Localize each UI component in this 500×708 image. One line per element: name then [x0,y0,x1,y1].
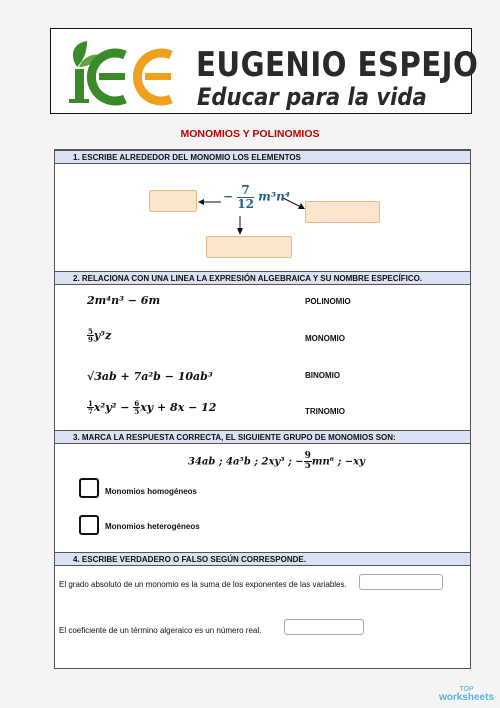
school-header [50,28,479,114]
expr-4-rest: xy + 8x − 12 [140,400,217,414]
group-frac-num: 9 [304,451,311,461]
expression-3[interactable]: √3ab + 7a²b − 10ab³ [87,370,213,383]
school-name: EUGENIO ESPEJO [196,45,479,85]
worksheet-title: MONOMIOS Y POLINOMIOS [180,128,320,140]
name-binomio[interactable]: BINOMIO [305,371,341,380]
monomial-group [188,452,365,472]
name-polinomio[interactable]: POLINOMIO [305,297,351,306]
school-tagline: Educar para la vida [197,83,427,111]
name-monomio[interactable]: MONOMIO [305,334,345,343]
group-part-1: 34ab ; 4a⁵b ; 2xy³ ; − [188,456,304,468]
expr-2-num: 5 [88,327,93,336]
monomial-coef-num: 7 [237,184,254,198]
group-frac-den: 5 [304,461,311,472]
expression-2[interactable] [87,328,111,344]
topworksheets-logo [439,686,494,702]
expression-1[interactable]: 2m⁴n³ − 6m [87,294,161,307]
option-homogeneous-label: Monomios homogéneos [105,487,197,496]
statement-2: El coeficiente de un término algeraico es un número real. [59,626,262,635]
monomial-coef-den: 12 [237,196,254,211]
iee-logo-icon [63,37,181,107]
footer-top: TOP [459,686,474,693]
monomial-coefficient [237,184,254,210]
expr-4-den2: 5 [134,407,140,417]
monomial-arrows [55,150,470,280]
statement-1-answer[interactable] [359,574,443,590]
monomial-expression [223,184,290,210]
monomial-variables: m³n⁴ [258,189,291,204]
statement-2-answer[interactable] [284,619,364,635]
statement-1: El grado absoluto de un monomio es la suma de los exponentes de las variables. [59,580,347,589]
section-2-heading: 2. RELACIONA CON UNA LINEA LA EXPRESIÓN ALGEBRAICA Y SU NOMBRE ESPECÍFICO. [55,271,470,285]
group-part-2: mn⁶ ; −xy [311,456,365,468]
option-heterogeneous-checkbox[interactable] [79,515,99,535]
section-4-heading: 4. ESCRIBE VERDADERO O FALSO SEGÚN CORRESPONDE. [55,552,470,566]
expr-4-mid: x²y² − [93,400,134,414]
expr-4-num2: 6 [134,399,140,408]
expr-4-den: 7 [88,407,93,417]
expr-4-num: 1 [88,399,93,408]
expression-4[interactable] [87,400,216,416]
footer-brand: worksheets [438,692,494,703]
section-1-heading: 1. ESCRIBE ALREDEDOR DEL MONOMIO LOS ELEMENTOS [55,150,470,164]
expr-2-rest: y⁵z [93,328,112,342]
section-3-heading: 3. MARCA LA RESPUESTA CORRECTA, EL SIGUIENTE GRUPO DE MONOMIOS SON: [55,430,470,444]
option-heterogeneous-label: Monomios heterogéneos [105,522,200,531]
worksheet-table [54,149,471,669]
expr-2-den: 9 [88,335,93,345]
monomial-sign: − [223,189,234,204]
name-trinomio[interactable]: TRINOMIO [305,407,345,416]
option-homogeneous-checkbox[interactable] [79,478,99,498]
